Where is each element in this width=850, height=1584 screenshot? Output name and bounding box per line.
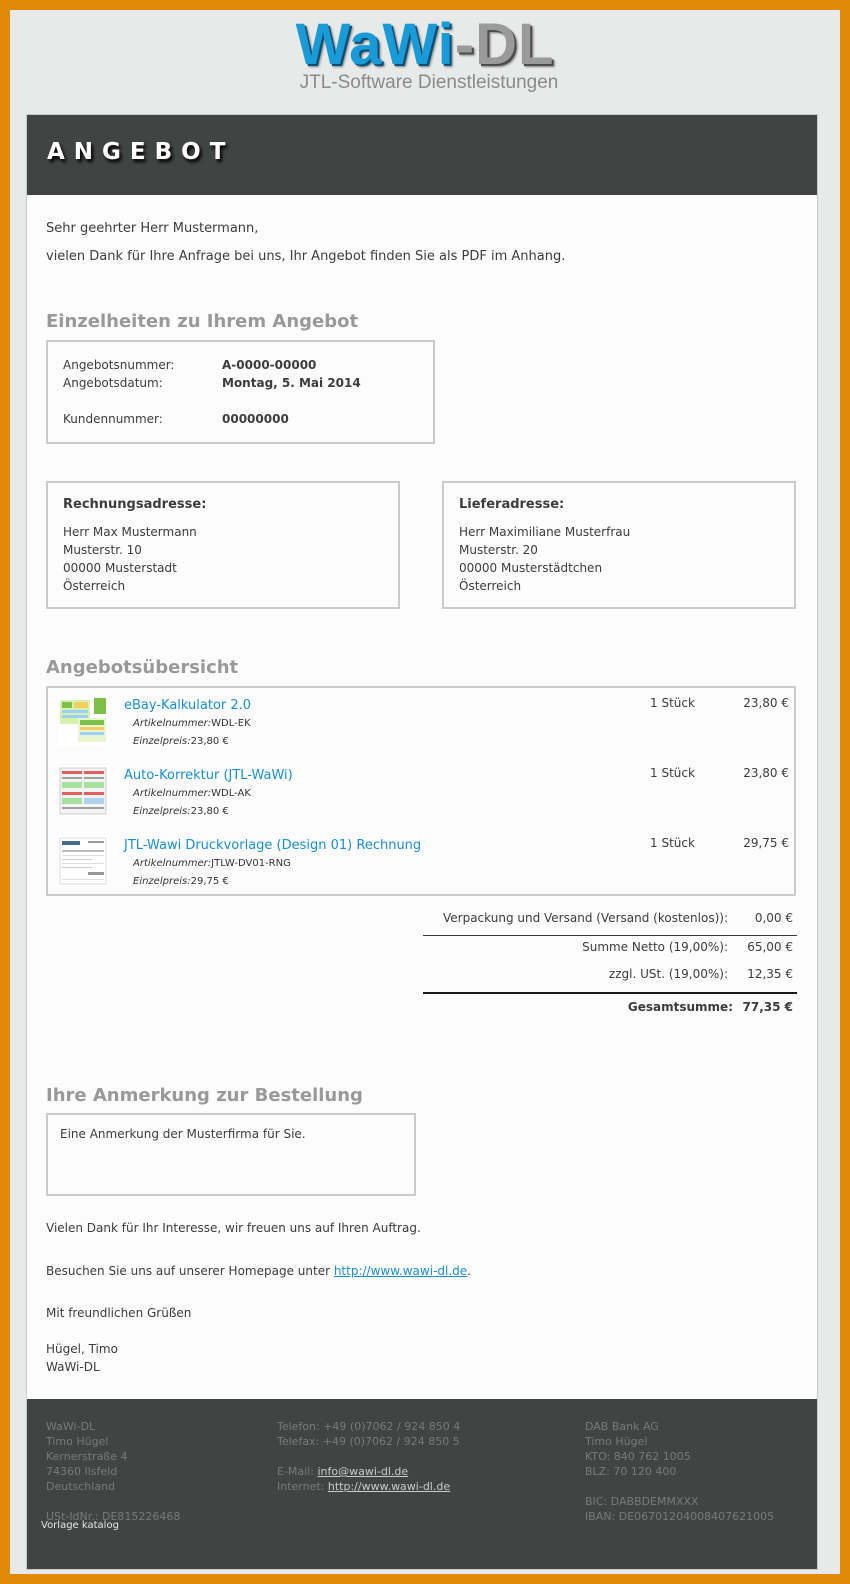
shipping-line: Musterstr. 20: [459, 543, 538, 557]
logo-dl: DL: [475, 12, 555, 77]
unit-price-label: Einzelpreis:: [133, 736, 191, 747]
article-value: WDL-AK: [211, 788, 251, 799]
footer-web-row: [277, 1479, 460, 1494]
article-label: Artikelnummer:: [133, 858, 212, 869]
intro-text: vielen Dank für Ihre Anfrage bei uns, Ihr Angebot finden Sie als PDF im Anhang.: [46, 249, 566, 264]
footer-line: Kernerstraße 4: [46, 1450, 128, 1463]
article-value: WDL-EK: [211, 718, 251, 729]
visit-suffix: .: [467, 1264, 471, 1278]
offer-number-value: A-0000-00000: [222, 358, 317, 372]
vat-value: 12,35 €: [747, 967, 793, 981]
item-total: 23,80 €: [743, 696, 789, 710]
visit-text: [46, 1264, 471, 1278]
offer-number-label: Angebotsnummer:: [63, 358, 175, 372]
article-label: Artikelnummer:: [133, 788, 212, 799]
totals-divider: [423, 935, 797, 936]
customer-number-label: Kundennummer:: [63, 412, 163, 426]
unit-price-value: 23,80 €: [190, 736, 229, 747]
article-label: Artikelnummer:: [133, 718, 212, 729]
footer-line: 74360 Ilsfeld: [46, 1465, 118, 1478]
footer-line: Timo Hügel: [585, 1435, 648, 1448]
footer-line: BLZ: 70 120 400: [585, 1465, 677, 1478]
header-bar: [27, 115, 817, 195]
footer-company-address: [46, 1419, 128, 1494]
offer-date-label: Angebotsdatum:: [63, 376, 163, 390]
customer-number-value: 00000000: [222, 412, 289, 426]
footer-web-label: Internet:: [277, 1480, 328, 1493]
product-link[interactable]: Auto-Korrektur (JTL-WaWi): [124, 768, 293, 783]
footer-email-link[interactable]: info@wawi-dl.de: [317, 1465, 409, 1478]
product-link[interactable]: eBay-Kalkulator 2.0: [124, 698, 252, 713]
footer-iban: IBAN: DE06701204008407621005: [585, 1510, 775, 1523]
billing-address: [63, 523, 197, 595]
unit-price-label: Einzelpreis:: [133, 876, 191, 887]
grand-total-divider: [423, 992, 797, 994]
billing-address-box: [46, 481, 400, 609]
shipping-cost-value: 0,00 €: [754, 911, 793, 925]
product-thumbnail[interactable]: [58, 766, 108, 816]
shipping-cost-label: Verpackung und Versand (Versand (kostenlos)):: [442, 911, 728, 925]
items-table: [46, 686, 796, 896]
logo-wawi: WaWi: [295, 12, 455, 77]
details-heading: Einzelheiten zu Ihrem Angebot: [46, 311, 359, 332]
company-logo: [10, 14, 840, 104]
article-number: [133, 855, 291, 873]
vat-label: zzgl. USt. (19,00%):: [608, 967, 728, 981]
shipping-line: Österreich: [459, 579, 522, 593]
signature-company: WaWi-DL: [46, 1360, 100, 1374]
net-sum-value: 65,00 €: [747, 940, 793, 954]
homepage-link[interactable]: http://www.wawi-dl.de: [333, 1264, 468, 1278]
article-number: [133, 715, 251, 733]
page-frame: [10, 10, 840, 1574]
footer: [27, 1399, 817, 1569]
footer-bic: BIC: DABBDEMMXXX: [585, 1495, 699, 1508]
billing-line: 00000 Musterstadt: [63, 561, 177, 575]
regards-text: Mit freundlichen Grüßen: [46, 1306, 192, 1320]
logo-dash: -: [454, 12, 476, 77]
billing-heading: Rechnungsadresse:: [63, 497, 207, 512]
footer-contact: [277, 1419, 460, 1494]
unit-price: [133, 873, 229, 891]
item-quantity: 1 Stück: [650, 766, 695, 780]
unit-price-value: 23,80 €: [190, 806, 229, 817]
article-number: [133, 785, 251, 803]
footer-line: KTO: 840 762 1005: [585, 1450, 691, 1463]
shipping-heading: Lieferadresse:: [459, 497, 565, 512]
offer-date-value: Montag, 5. Mai 2014: [222, 376, 361, 390]
signature-name: Hügel, Timo: [46, 1342, 118, 1356]
thanks-text: Vielen Dank für Ihr Interesse, wir freuen uns auf Ihren Auftrag.: [46, 1221, 421, 1235]
shipping-address: [459, 523, 630, 595]
footer-line: DAB Bank AG: [585, 1420, 659, 1433]
shipping-line: Herr Maximiliane Musterfrau: [459, 525, 631, 539]
footer-web-link[interactable]: http://www.wawi-dl.de: [327, 1480, 451, 1493]
footer-line: WaWi-DL: [46, 1420, 96, 1433]
billing-line: Herr Max Mustermann: [63, 525, 197, 539]
details-box: [46, 340, 435, 444]
note-text: Eine Anmerkung der Musterfirma für Sie.: [60, 1127, 306, 1141]
unit-price: [133, 803, 229, 821]
footer-phone: Telefon: +49 (0)7062 / 924 850 4: [277, 1420, 461, 1433]
shipping-address-box: [442, 481, 796, 609]
item-quantity: 1 Stück: [650, 836, 695, 850]
email-content: [26, 114, 818, 1570]
item-quantity: 1 Stück: [650, 696, 695, 710]
salutation: Sehr geehrter Herr Mustermann,: [46, 221, 259, 236]
unit-price-value: 29,75 €: [190, 876, 229, 887]
footer-email-row: [277, 1464, 460, 1479]
net-sum-label: Summe Netto (19,00%):: [582, 940, 728, 954]
unit-price-label: Einzelpreis:: [133, 806, 191, 817]
item-total: 23,80 €: [743, 766, 789, 780]
page-title: ANGEBOT: [47, 139, 235, 165]
footer-line: Deutschland: [46, 1480, 116, 1493]
product-thumbnail[interactable]: [58, 696, 108, 746]
footer-vat-id: USt-IdNr.: DE815226468: [46, 1510, 181, 1523]
product-link[interactable]: JTL-Wawi Druckvorlage (Design 01) Rechnung: [124, 838, 422, 853]
note-heading: Ihre Anmerkung zur Bestellung: [46, 1085, 363, 1106]
unit-price: [133, 733, 229, 751]
product-thumbnail[interactable]: [58, 836, 108, 886]
footer-email-label: E-Mail:: [277, 1465, 318, 1478]
article-value: JTLW-DV01-RNG: [211, 858, 291, 869]
shipping-line: 00000 Musterstädtchen: [459, 561, 603, 575]
visit-prefix: Besuchen Sie uns auf unserer Homepage unter: [46, 1264, 334, 1278]
watermark-text: Vorlage katalog: [41, 1520, 119, 1531]
logo-subtitle: JTL-Software Dienstleistungen: [299, 72, 559, 93]
footer-line: Timo Hügel: [46, 1435, 109, 1448]
overview-heading: Angebotsübersicht: [46, 657, 239, 678]
footer-fax: Telefax: +49 (0)7062 / 924 850 5: [277, 1435, 460, 1448]
note-box: [46, 1113, 416, 1196]
grand-total-value: 77,35 €: [742, 1000, 793, 1014]
grand-total-label: Gesamtsumme:: [627, 1000, 733, 1014]
billing-line: Musterstr. 10: [63, 543, 142, 557]
footer-bank: [585, 1419, 774, 1524]
billing-line: Österreich: [63, 579, 126, 593]
item-total: 29,75 €: [743, 836, 789, 850]
